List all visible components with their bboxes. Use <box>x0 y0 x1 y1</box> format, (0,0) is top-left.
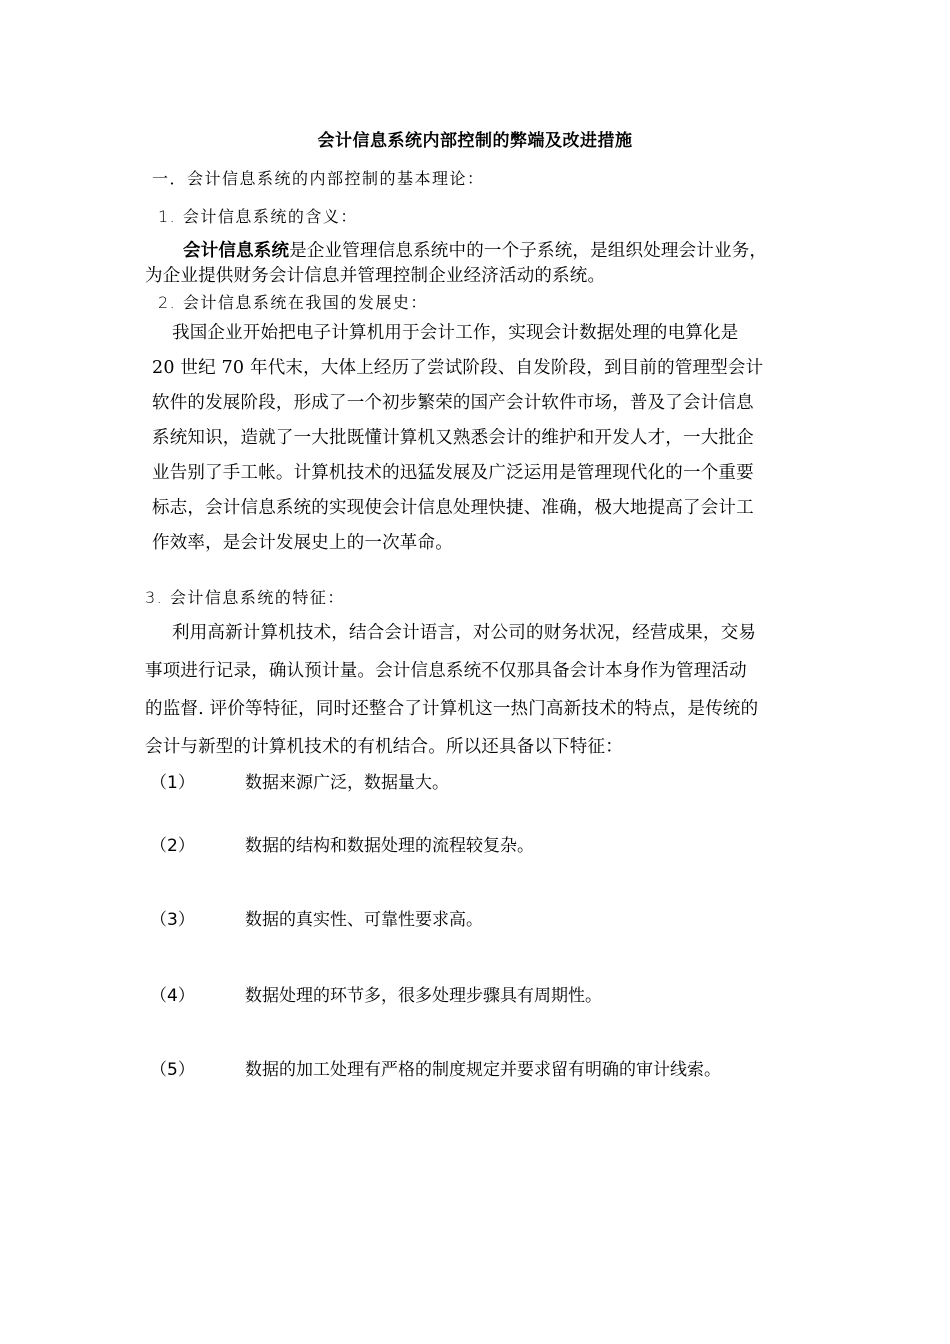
feature-list-item <box>150 905 483 930</box>
paragraph-line: 业告别了手工帐。计算机技术的迅猛发展及广泛运用是管理现代化的一个重要 <box>152 463 754 483</box>
list-text: 数据的真实性、可靠性要求高。 <box>245 910 483 930</box>
feature-list-item <box>150 768 449 793</box>
section-heading-1: 一．会计信息系统的内部控制的基本理论： <box>152 169 485 188</box>
paragraph-line: 标志，会计信息系统的实现使会计信息处理快捷、准确，极大地提高了会计工 <box>152 498 754 518</box>
paragraph-line: 作效率，是会计发展史上的一次革命。 <box>152 533 453 553</box>
feature-list-item <box>150 1055 721 1080</box>
list-text: 数据的加工处理有严格的制度规定并要求留有明确的审计线索。 <box>245 1060 721 1080</box>
line-text: 是企业管理信息系统中的一个子系统，是组织处理会计业务， <box>289 241 768 261</box>
subsection-heading-2: 2. 会计信息系统在我国的发展史： <box>158 293 428 312</box>
document-title: 会计信息系统内部控制的弊端及改进措施 <box>317 131 633 151</box>
paragraph-line: 20 世纪 70 年代末，大体上经历了尝试阶段、自发阶段，到目前的管理型会计 <box>152 358 764 378</box>
list-text: 数据的结构和数据处理的流程较复杂。 <box>245 836 534 856</box>
feature-list-item <box>150 831 534 856</box>
paragraph-history <box>152 316 763 561</box>
list-number: （2） <box>150 836 195 856</box>
paragraph-line: 系统知识，造就了一大批既懂计算机又熟悉会计的维护和开发人才，一大批企 <box>152 428 754 448</box>
paragraph-line: 的监督. 评价等特征，同时还整合了计算机这一热门高新技术的特点，是传统的 <box>145 699 759 719</box>
list-text: 数据处理的环节多，很多处理步骤具有周期性。 <box>245 986 602 1006</box>
list-number: （3） <box>150 910 195 930</box>
list-number: （4） <box>150 986 195 1006</box>
paragraph-line: 软件的发展阶段，形成了一个初步繁荣的国产会计软件市场，普及了会计信息 <box>152 393 754 413</box>
paragraph-features-intro <box>145 614 758 766</box>
paragraph-line: 我国企业开始把电子计算机用于会计工作，实现会计数据处理的电算化是 <box>172 323 739 343</box>
list-number: （1） <box>150 773 195 793</box>
lead-term: 会计信息系统 <box>183 241 290 261</box>
paragraph-line: 利用高新计算机技术，结合会计语言，对公司的财务状况，经营成果，交易 <box>172 623 757 643</box>
paragraph-line: 会计与新型的计算机技术的有机结合。所以还具备以下特征： <box>145 737 623 757</box>
subsection-heading-1: 1. 会计信息系统的含义： <box>158 207 358 226</box>
feature-list-item <box>150 981 602 1006</box>
paragraph-definition <box>145 234 767 294</box>
subsection-heading-3: 3. 会计信息系统的特征： <box>145 588 345 607</box>
list-number: （5） <box>150 1060 195 1080</box>
paragraph-line: 为企业提供财务会计信息并管理控制企业经济活动的系统。 <box>145 266 606 286</box>
list-text: 数据来源广泛，数据量大。 <box>245 773 449 793</box>
paragraph-line: 事项进行记录，确认预计量。会计信息系统不仅那具备会计本身作为管理活动 <box>145 661 747 681</box>
